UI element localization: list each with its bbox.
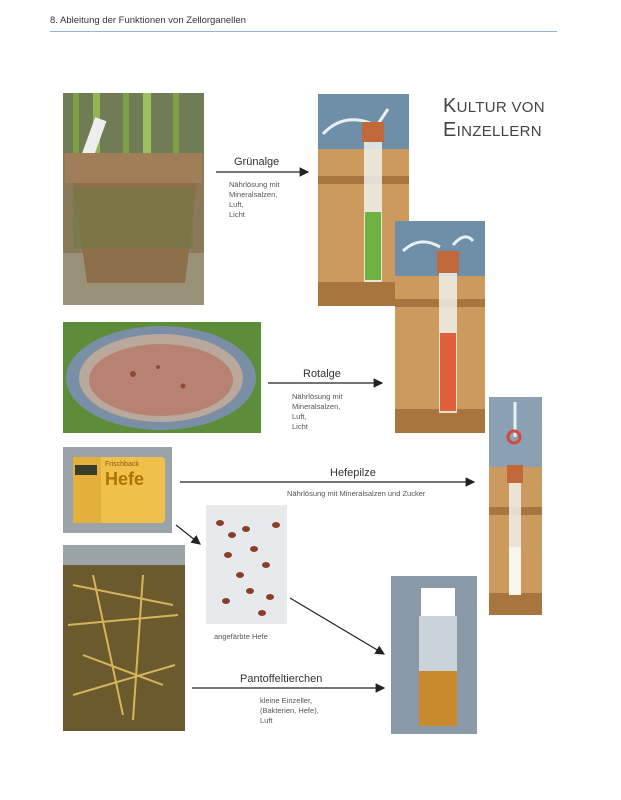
chapter-header: 8. Ableitung der Funktionen von Zellorganellen <box>50 15 246 26</box>
condition-line: Nährlösung mit <box>229 180 280 189</box>
label-hefepilze: Hefepilze <box>330 467 376 479</box>
caption-stained-yeast: angefärbte Hefe <box>214 632 268 641</box>
arrow-yeast-to-vial <box>290 598 384 654</box>
conditions-hefepilze: Nährlösung mit Mineralsalzen und Zucker <box>287 489 426 498</box>
yeast-package-brand: Frischback <box>105 461 139 468</box>
condition-line: Luft, <box>229 200 244 209</box>
conditions-gruenalge <box>229 180 279 220</box>
condition-line: Nährlösung mit <box>292 392 343 401</box>
title-line2-rest: INZELLERN <box>456 123 542 140</box>
condition-line: Mineralsalzen, <box>292 402 341 411</box>
title-line1-initial: K <box>443 95 457 117</box>
condition-line: Licht <box>292 422 308 431</box>
condition-line: Luft <box>260 716 273 725</box>
condition-line: kleine Einzeller, <box>260 696 313 705</box>
title-line1-rest: ULTUR VON <box>456 99 545 116</box>
label-gruenalge: Grünalge <box>234 156 280 168</box>
condition-line: Licht <box>229 210 245 219</box>
label-rotalge: Rotalge <box>303 368 341 380</box>
conditions-rotalge <box>292 392 342 432</box>
label-pantoffeltierchen: Pantoffeltierchen <box>240 673 323 685</box>
condition-line: Luft, <box>292 412 307 421</box>
title-line2-initial: E <box>443 119 457 141</box>
arrow-to-micrograph <box>176 525 200 544</box>
yeast-package-name: Hefe <box>105 469 145 489</box>
condition-line: Mineralsalzen, <box>229 190 278 199</box>
conditions-pantoffeltierchen <box>260 696 319 726</box>
condition-line: (Bakterien, Hefe), <box>260 706 319 715</box>
